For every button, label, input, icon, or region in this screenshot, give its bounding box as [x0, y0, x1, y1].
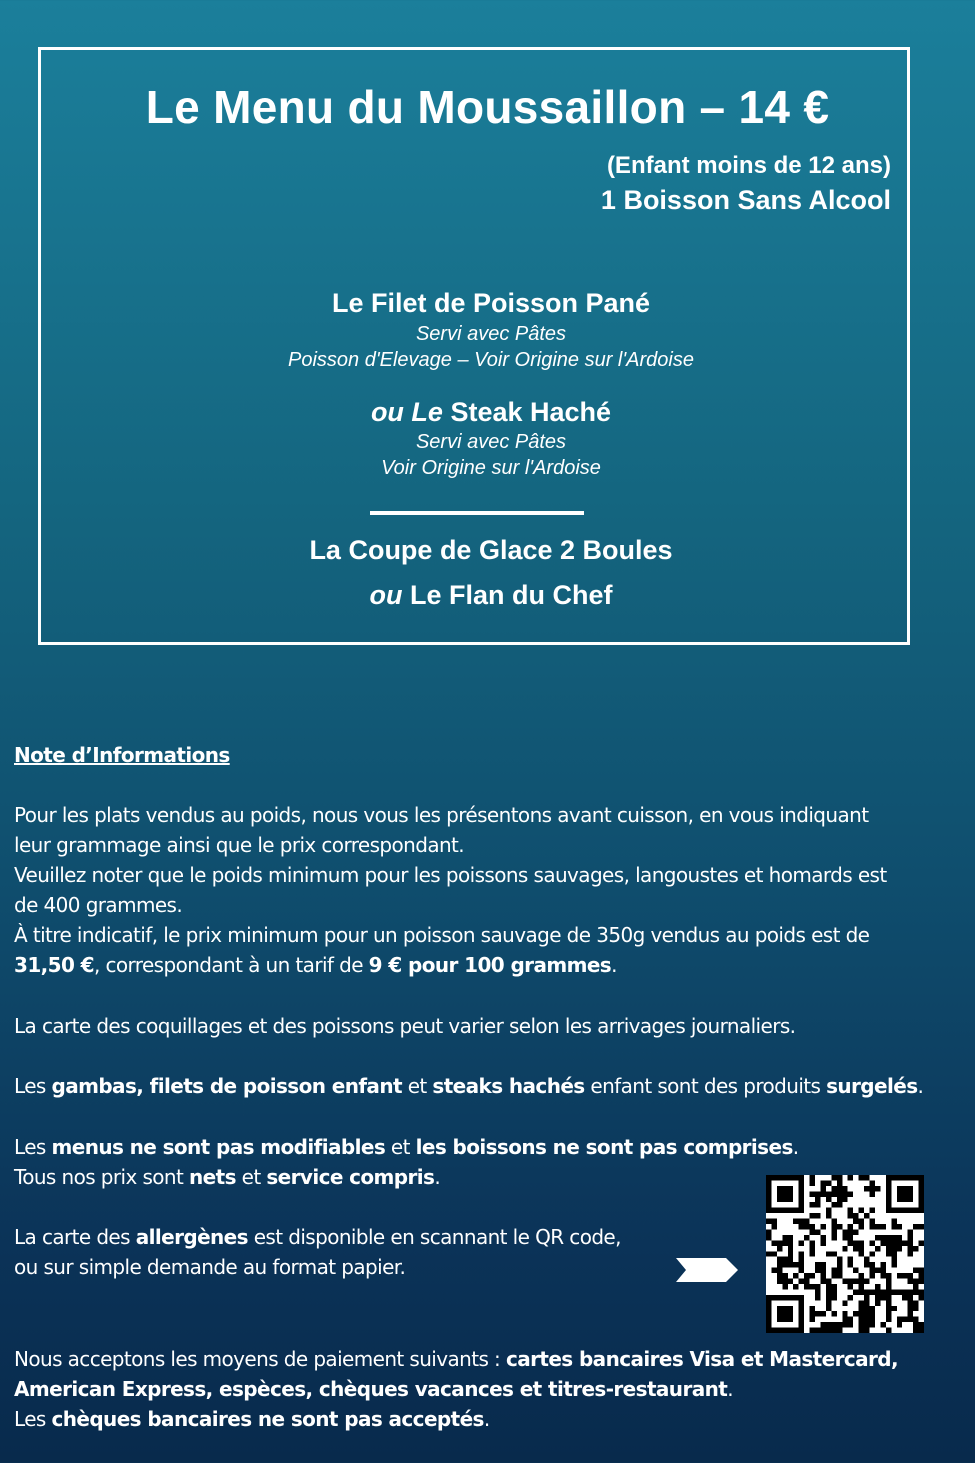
- arrow-right-icon: [676, 1258, 738, 1282]
- note-text: enfant sont des produits: [584, 1074, 827, 1098]
- note-bold: steaks hachés: [432, 1074, 585, 1098]
- notes-title: [14, 740, 959, 770]
- or-label: ou: [369, 580, 403, 610]
- note-bold: nets: [189, 1165, 236, 1189]
- dessert-flan: [0, 580, 975, 611]
- main-dish-fish: Le Filet de Poisson Pané: [331, 288, 651, 318]
- min-price: 31,50 €: [14, 953, 94, 977]
- fish-desc-1: Servi avec Pâtes: [415, 323, 567, 345]
- note-text: .: [434, 1165, 441, 1189]
- note-bold: surgelés: [826, 1074, 918, 1098]
- note-line: Veuillez noter que le poids minimum pour les poissons sauvages, langoustes et homards est: [14, 863, 887, 887]
- note-line: À titre indicatif, le prix minimum pour un poisson sauvage de 350g vendus au poids est de: [14, 923, 870, 947]
- note-bold: les boissons ne sont pas comprises: [415, 1135, 793, 1159]
- note-text: .: [917, 1074, 924, 1098]
- note-text: et: [401, 1074, 433, 1098]
- note-text: et: [385, 1135, 416, 1159]
- main-dish-steak: [0, 397, 975, 428]
- note-line: ou sur simple demande au format papier.: [14, 1255, 406, 1279]
- note-text: .: [727, 1377, 733, 1401]
- drink-note: 1 Boisson Sans Alcool: [600, 185, 891, 215]
- note-bold: allergènes: [135, 1225, 248, 1249]
- note-bold: cartes bancaires Visa et Mastercard,: [505, 1347, 898, 1371]
- note-line: de 400 grammes.: [14, 893, 183, 917]
- note-text: et: [235, 1165, 267, 1189]
- notes-paragraph-arrivals: [14, 1011, 959, 1041]
- note-line: [14, 1404, 959, 1434]
- note-text: Les: [14, 1074, 52, 1098]
- note-text: La carte des: [14, 1225, 136, 1249]
- steak-name: Steak Haché: [450, 397, 612, 427]
- note-bold: chèques bancaires ne sont pas acceptés: [51, 1407, 484, 1431]
- menu-title: Le Menu du Moussaillon – 14 €: [145, 81, 830, 133]
- notes-paragraph-payment: [14, 1344, 959, 1434]
- note-line: [14, 1374, 959, 1404]
- note-text: .: [483, 1407, 490, 1431]
- note-text: Les: [14, 1135, 52, 1159]
- notes-paragraph-allergens: [14, 1222, 714, 1282]
- fish-desc-2: Poisson d'Elevage – Voir Origine sur l'Ardoise: [288, 349, 694, 371]
- note-line: Pour les plats vendus au poids, nous vous les présentons avant cuisson, en vous indiquant: [14, 803, 869, 827]
- qr-code-icon[interactable]: [766, 1175, 924, 1333]
- note-bold: gambas, filets de poisson enfant: [51, 1074, 402, 1098]
- notes-heading: Note d’Informations: [14, 743, 230, 767]
- note-line: [14, 950, 959, 980]
- note-text: Les: [14, 1407, 52, 1431]
- note-line: [14, 1222, 714, 1252]
- note-line: [14, 1132, 959, 1162]
- note-line: [14, 1344, 959, 1374]
- flan-name: Le Flan du Chef: [410, 580, 613, 610]
- dessert-ice-cream: La Coupe de Glace 2 Boules: [309, 535, 673, 565]
- note-line: leur grammage ainsi que le prix correspondant.: [14, 833, 465, 857]
- notes-paragraph-frozen: [14, 1071, 959, 1101]
- divider: [370, 511, 584, 515]
- note-text: , correspondant à un tarif de: [93, 953, 369, 977]
- rate: 9 € pour 100 grammes: [368, 953, 612, 977]
- or-label: ou Le: [370, 397, 443, 427]
- note-bold: American Express, espèces, chèques vacances et titres-restaurant: [14, 1377, 728, 1401]
- note-text: .: [611, 953, 617, 977]
- note-bold: menus ne sont pas modifiables: [51, 1135, 386, 1159]
- steak-desc-1: Servi avec Pâtes: [415, 431, 567, 453]
- note-bold: service compris: [266, 1165, 435, 1189]
- age-note: (Enfant moins de 12 ans): [606, 152, 891, 179]
- note-line: [14, 1071, 959, 1101]
- note-text: Nous acceptons les moyens de paiement suivants :: [14, 1347, 506, 1371]
- notes-paragraph-weight: [14, 800, 959, 980]
- steak-desc-2: Voir Origine sur l'Ardoise: [381, 457, 601, 479]
- note-text: Tous nos prix sont: [14, 1165, 189, 1189]
- note-line: La carte des coquillages et des poissons peut varier selon les arrivages journaliers.: [14, 1014, 796, 1038]
- note-text: .: [792, 1135, 799, 1159]
- note-text: est disponible en scannant le QR code,: [247, 1225, 621, 1249]
